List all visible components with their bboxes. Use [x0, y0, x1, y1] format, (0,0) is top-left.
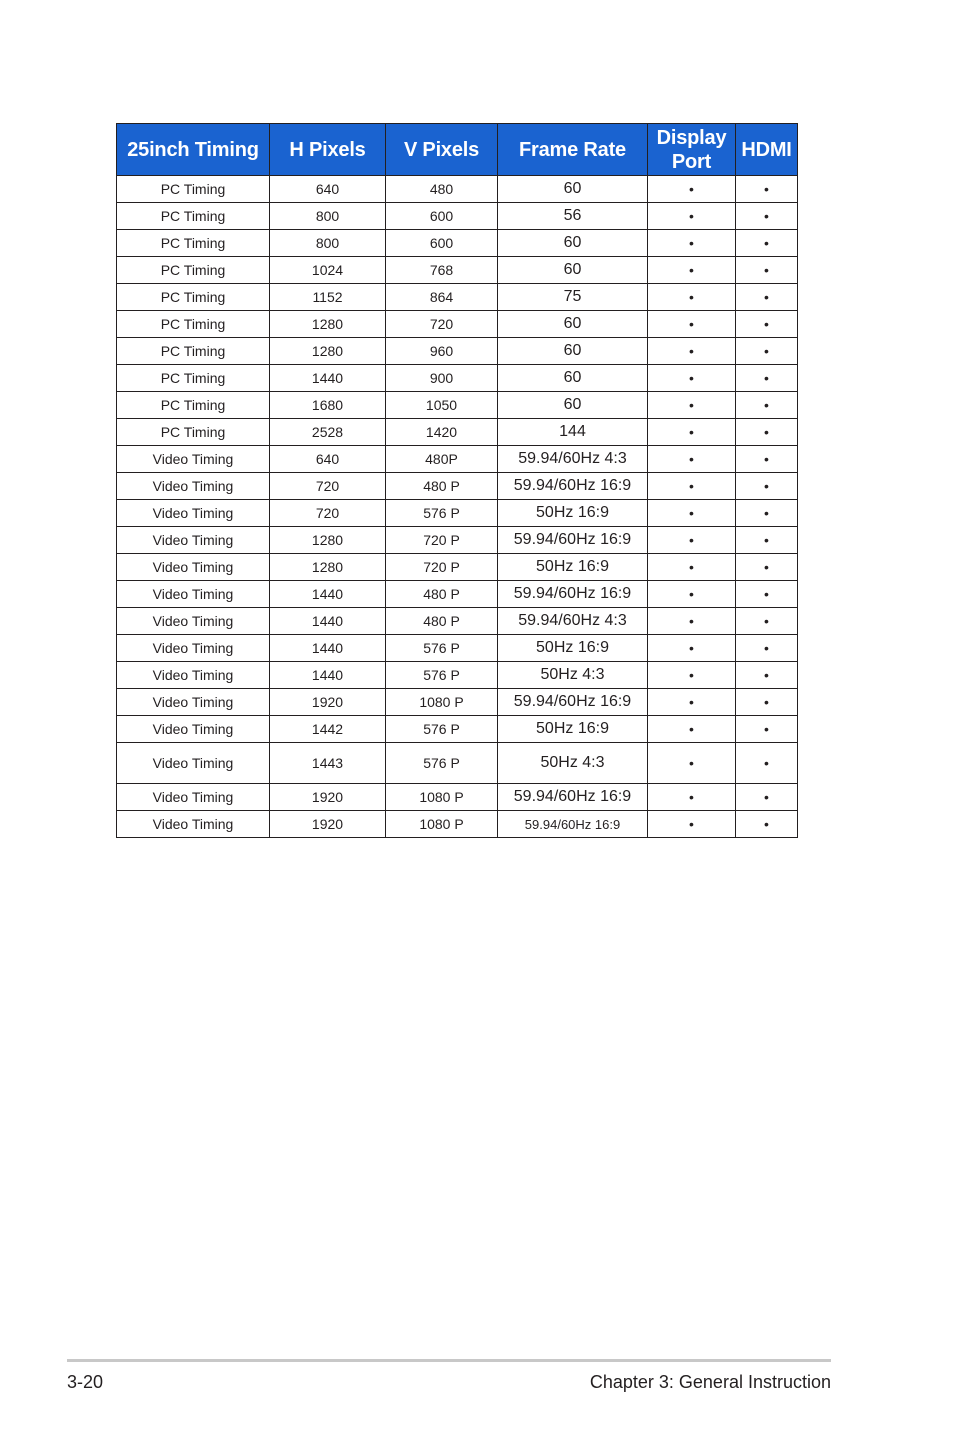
header-hdmi: HDMI — [736, 124, 798, 176]
cell-v-pixels: 480 P — [386, 581, 498, 608]
table-row — [117, 500, 798, 527]
cell-timing: Video Timing — [117, 784, 270, 811]
table-row — [117, 311, 798, 338]
cell-frame-rate: 50Hz 16:9 — [498, 635, 648, 662]
cell-display-port: • — [648, 203, 736, 230]
cell-frame-rate: 50Hz 16:9 — [498, 500, 648, 527]
header-v-pixels: V Pixels — [386, 124, 498, 176]
cell-timing: Video Timing — [117, 500, 270, 527]
cell-display-port: • — [648, 743, 736, 784]
cell-hdmi: • — [736, 230, 798, 257]
table-row — [117, 230, 798, 257]
cell-v-pixels: 1080 P — [386, 784, 498, 811]
cell-h-pixels: 1440 — [270, 662, 386, 689]
table-row — [117, 392, 798, 419]
cell-h-pixels: 1920 — [270, 689, 386, 716]
cell-timing: Video Timing — [117, 635, 270, 662]
cell-hdmi: • — [736, 662, 798, 689]
cell-hdmi: • — [736, 635, 798, 662]
cell-display-port: • — [648, 419, 736, 446]
cell-timing: PC Timing — [117, 311, 270, 338]
cell-frame-rate: 60 — [498, 230, 648, 257]
cell-display-port: • — [648, 500, 736, 527]
cell-frame-rate: 60 — [498, 311, 648, 338]
cell-frame-rate: 59.94/60Hz 16:9 — [498, 581, 648, 608]
cell-h-pixels: 2528 — [270, 419, 386, 446]
cell-frame-rate: 50Hz 4:3 — [498, 662, 648, 689]
cell-display-port: • — [648, 284, 736, 311]
table-row — [117, 743, 798, 784]
page-number: 3-20 — [67, 1372, 104, 1392]
header-h-pixels: H Pixels — [270, 124, 386, 176]
cell-frame-rate: 56 — [498, 203, 648, 230]
cell-display-port: • — [648, 338, 736, 365]
cell-v-pixels: 720 P — [386, 554, 498, 581]
table-row — [117, 473, 798, 500]
cell-h-pixels: 1440 — [270, 365, 386, 392]
cell-h-pixels: 1152 — [270, 284, 386, 311]
cell-v-pixels: 576 P — [386, 716, 498, 743]
cell-display-port: • — [648, 784, 736, 811]
cell-display-port: • — [648, 446, 736, 473]
cell-hdmi: • — [736, 257, 798, 284]
cell-timing: Video Timing — [117, 662, 270, 689]
cell-v-pixels: 720 P — [386, 527, 498, 554]
cell-v-pixels: 1420 — [386, 419, 498, 446]
cell-v-pixels: 1080 P — [386, 811, 498, 838]
cell-hdmi: • — [736, 473, 798, 500]
cell-frame-rate: 59.94/60Hz 16:9 — [498, 473, 648, 500]
cell-v-pixels: 576 P — [386, 500, 498, 527]
table-row — [117, 784, 798, 811]
chapter-title: Chapter 3: General Instruction — [589, 1372, 831, 1392]
cell-display-port: • — [648, 554, 736, 581]
table-row — [117, 608, 798, 635]
cell-frame-rate: 60 — [498, 365, 648, 392]
cell-timing: Video Timing — [117, 554, 270, 581]
cell-display-port: • — [648, 392, 736, 419]
cell-h-pixels: 640 — [270, 176, 386, 203]
cell-display-port: • — [648, 581, 736, 608]
header-display-port: Display Port — [648, 124, 736, 176]
cell-hdmi: • — [736, 203, 798, 230]
cell-frame-rate: 144 — [498, 419, 648, 446]
cell-h-pixels: 1280 — [270, 338, 386, 365]
cell-frame-rate: 60 — [498, 338, 648, 365]
cell-h-pixels: 800 — [270, 230, 386, 257]
cell-timing: PC Timing — [117, 203, 270, 230]
table-row — [117, 581, 798, 608]
cell-timing: PC Timing — [117, 338, 270, 365]
cell-hdmi: • — [736, 811, 798, 838]
cell-timing: PC Timing — [117, 176, 270, 203]
cell-hdmi: • — [736, 608, 798, 635]
cell-display-port: • — [648, 716, 736, 743]
cell-h-pixels: 1440 — [270, 635, 386, 662]
cell-timing: Video Timing — [117, 689, 270, 716]
cell-hdmi: • — [736, 365, 798, 392]
cell-v-pixels: 768 — [386, 257, 498, 284]
cell-frame-rate: 60 — [498, 176, 648, 203]
table-row — [117, 203, 798, 230]
cell-hdmi: • — [736, 338, 798, 365]
table-row — [117, 811, 798, 838]
cell-v-pixels: 1050 — [386, 392, 498, 419]
cell-hdmi: • — [736, 500, 798, 527]
cell-display-port: • — [648, 176, 736, 203]
cell-display-port: • — [648, 527, 736, 554]
cell-display-port: • — [648, 473, 736, 500]
cell-frame-rate: 50Hz 4:3 — [498, 743, 648, 784]
cell-v-pixels: 576 P — [386, 635, 498, 662]
table-row — [117, 716, 798, 743]
cell-h-pixels: 1280 — [270, 311, 386, 338]
cell-display-port: • — [648, 230, 736, 257]
cell-v-pixels: 480 P — [386, 473, 498, 500]
cell-frame-rate: 50Hz 16:9 — [498, 716, 648, 743]
cell-h-pixels: 720 — [270, 473, 386, 500]
cell-h-pixels: 1280 — [270, 554, 386, 581]
cell-display-port: • — [648, 635, 736, 662]
cell-timing: Video Timing — [117, 581, 270, 608]
table-row — [117, 257, 798, 284]
cell-h-pixels: 1442 — [270, 716, 386, 743]
table-row — [117, 554, 798, 581]
table-row — [117, 689, 798, 716]
cell-timing: Video Timing — [117, 811, 270, 838]
cell-timing: Video Timing — [117, 608, 270, 635]
cell-timing: PC Timing — [117, 392, 270, 419]
cell-hdmi: • — [736, 554, 798, 581]
cell-timing: Video Timing — [117, 743, 270, 784]
table-row — [117, 527, 798, 554]
cell-frame-rate: 59.94/60Hz 4:3 — [498, 608, 648, 635]
cell-hdmi: • — [736, 284, 798, 311]
table-row — [117, 176, 798, 203]
cell-h-pixels: 1920 — [270, 811, 386, 838]
cell-hdmi: • — [736, 176, 798, 203]
cell-timing: PC Timing — [117, 365, 270, 392]
table-row — [117, 284, 798, 311]
cell-h-pixels: 800 — [270, 203, 386, 230]
cell-v-pixels: 480 P — [386, 608, 498, 635]
table-row — [117, 662, 798, 689]
cell-h-pixels: 1440 — [270, 608, 386, 635]
cell-timing: PC Timing — [117, 257, 270, 284]
cell-v-pixels: 480 — [386, 176, 498, 203]
cell-hdmi: • — [736, 784, 798, 811]
table-body — [117, 176, 798, 838]
cell-frame-rate: 59.94/60Hz 16:9 — [498, 811, 648, 838]
cell-display-port: • — [648, 365, 736, 392]
table-row — [117, 635, 798, 662]
cell-timing: PC Timing — [117, 284, 270, 311]
table-row — [117, 446, 798, 473]
cell-hdmi: • — [736, 392, 798, 419]
cell-timing: PC Timing — [117, 230, 270, 257]
cell-v-pixels: 576 P — [386, 743, 498, 784]
cell-display-port: • — [648, 662, 736, 689]
cell-hdmi: • — [736, 446, 798, 473]
header-frame-rate: Frame Rate — [498, 124, 648, 176]
cell-display-port: • — [648, 257, 736, 284]
cell-display-port: • — [648, 608, 736, 635]
cell-hdmi: • — [736, 689, 798, 716]
cell-timing: PC Timing — [117, 419, 270, 446]
table-header-row — [117, 124, 798, 176]
cell-hdmi: • — [736, 581, 798, 608]
header-timing: 25inch Timing — [117, 124, 270, 176]
cell-h-pixels: 1024 — [270, 257, 386, 284]
cell-h-pixels: 1440 — [270, 581, 386, 608]
footer-divider — [67, 1359, 831, 1362]
cell-display-port: • — [648, 689, 736, 716]
cell-frame-rate: 60 — [498, 392, 648, 419]
cell-timing: Video Timing — [117, 527, 270, 554]
cell-timing: Video Timing — [117, 446, 270, 473]
cell-display-port: • — [648, 311, 736, 338]
cell-frame-rate: 59.94/60Hz 16:9 — [498, 527, 648, 554]
cell-timing: Video Timing — [117, 716, 270, 743]
cell-frame-rate: 59.94/60Hz 4:3 — [498, 446, 648, 473]
cell-h-pixels: 1443 — [270, 743, 386, 784]
cell-h-pixels: 1280 — [270, 527, 386, 554]
cell-h-pixels: 1680 — [270, 392, 386, 419]
cell-h-pixels: 640 — [270, 446, 386, 473]
cell-hdmi: • — [736, 311, 798, 338]
cell-v-pixels: 480P — [386, 446, 498, 473]
cell-hdmi: • — [736, 716, 798, 743]
cell-timing: Video Timing — [117, 473, 270, 500]
cell-frame-rate: 60 — [498, 257, 648, 284]
cell-hdmi: • — [736, 527, 798, 554]
cell-v-pixels: 864 — [386, 284, 498, 311]
cell-frame-rate: 59.94/60Hz 16:9 — [498, 689, 648, 716]
cell-v-pixels: 900 — [386, 365, 498, 392]
cell-display-port: • — [648, 811, 736, 838]
cell-frame-rate: 50Hz 16:9 — [498, 554, 648, 581]
cell-frame-rate: 75 — [498, 284, 648, 311]
cell-v-pixels: 720 — [386, 311, 498, 338]
cell-v-pixels: 1080 P — [386, 689, 498, 716]
cell-hdmi: • — [736, 419, 798, 446]
cell-h-pixels: 1920 — [270, 784, 386, 811]
cell-v-pixels: 600 — [386, 203, 498, 230]
cell-v-pixels: 600 — [386, 230, 498, 257]
table-row — [117, 338, 798, 365]
cell-v-pixels: 576 P — [386, 662, 498, 689]
cell-v-pixels: 960 — [386, 338, 498, 365]
table-row — [117, 365, 798, 392]
table-row — [117, 419, 798, 446]
cell-h-pixels: 720 — [270, 500, 386, 527]
cell-hdmi: • — [736, 743, 798, 784]
cell-frame-rate: 59.94/60Hz 16:9 — [498, 784, 648, 811]
timing-table — [116, 123, 798, 838]
